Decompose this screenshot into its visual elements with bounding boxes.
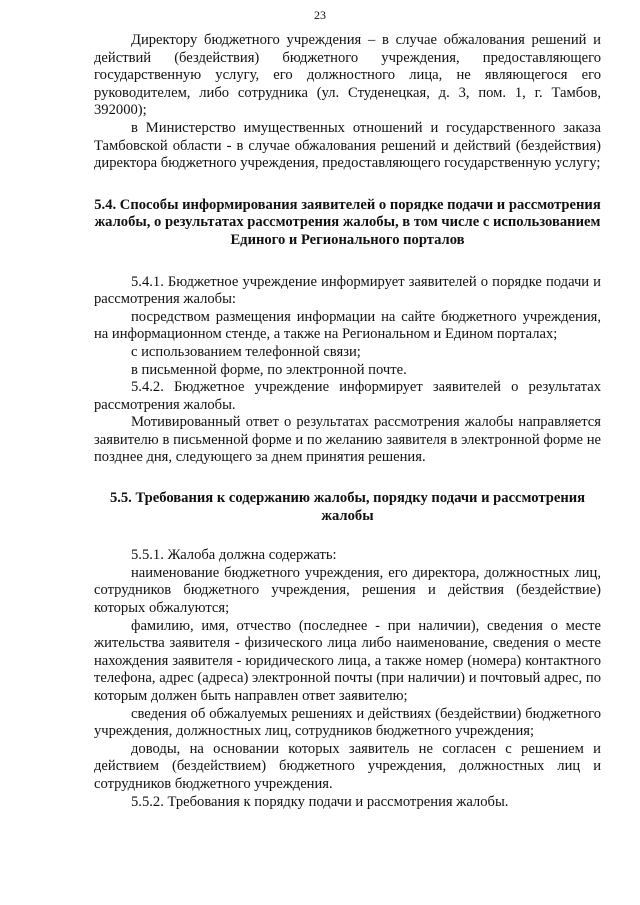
paragraph-director: Директору бюджетного учреждения – в случае обжалования решений и действий (бездействия) бюджетного учреждения, предоставляющего государственную услугу, его должностного лица, не являющегося его руководителем, либо сотрудника (ул. Студенецкая, д. 3, пом. 1, г. Тамбов, 392000); <box>94 32 601 119</box>
paragraph-5-4-1: 5.4.1. Бюджетное учреждение информирует заявителей о порядке подачи и рассмотрения жалобы: <box>94 273 601 308</box>
paragraph-5-5-2: 5.5.2. Требования к порядку подачи и рассмотрения жалобы. <box>131 793 509 810</box>
paragraph-arguments: доводы, на основании которых заявитель не согласен с решением и действием (бездействием) бюджетного учреждения, должностных лиц и сотрудников бюджетного учреждения. <box>94 740 601 792</box>
paragraph-institution-name: наименование бюджетного учреждения, его директора, должностных лиц, сотрудников бюджетного учреждения, решения и действия (бездействие) которых обжалуются; <box>94 564 601 617</box>
paragraph-website: посредством размещения информации на сайте бюджетного учреждения, на информационном стенде, а также на Региональном и Едином порталах; <box>94 308 601 343</box>
paragraph-motivated-answer: Мотивированный ответ о результатах рассмотрения жалобы направляется заявителю в письменной форме и по желанию заявителя в электронной форме не позднее дня, следующего за днем принятия решения. <box>94 414 601 466</box>
document-body <box>94 32 601 811</box>
paragraph-5-5-1: 5.5.1. Жалоба должна содержать: <box>131 547 337 564</box>
paragraph-appealed-decisions: сведения об обжалуемых решениях и действиях (бездействии) бюджетного учреждения, должностных лиц, сотрудников бюджетного учреждения; <box>94 705 601 740</box>
paragraph-5-4-2: 5.4.2. Бюджетное учреждение информирует заявителей о результатах рассмотрения жалобы. <box>94 379 601 413</box>
paragraph-written: в письменной форме, по электронной почте. <box>131 361 407 378</box>
paragraph-ministry: в Министерство имущественных отношений и государственного заказа Тамбовской области - в случае обжалования решений и действий (бездействия) директора бюджетного учреждения, предоставляющего государственную услугу; <box>94 119 601 172</box>
section-heading-5-5: 5.5. Требования к содержанию жалобы, порядку подачи и рассмотрения жалобы <box>109 490 586 524</box>
page-number: 23 <box>314 8 326 22</box>
section-heading-5-4: 5.4. Способы информирования заявителей о порядке подачи и рассмотрения жалобы, о результатах рассмотрения жалобы, в том числе с использованием Единого и Регионального порталов <box>94 196 601 248</box>
paragraph-phone: с использованием телефонной связи; <box>131 343 361 360</box>
paragraph-applicant-details: фамилию, имя, отчество (последнее - при наличии), сведения о месте жительства заявителя - физического лица либо наименование, сведения о месте нахождения заявителя - юридического лица, а также номер (номера) контактного телефона, адрес (адреса) электронной почты (при наличии) и почтовый адрес, по которым должен быть направлен ответ заявителю; <box>94 617 601 704</box>
